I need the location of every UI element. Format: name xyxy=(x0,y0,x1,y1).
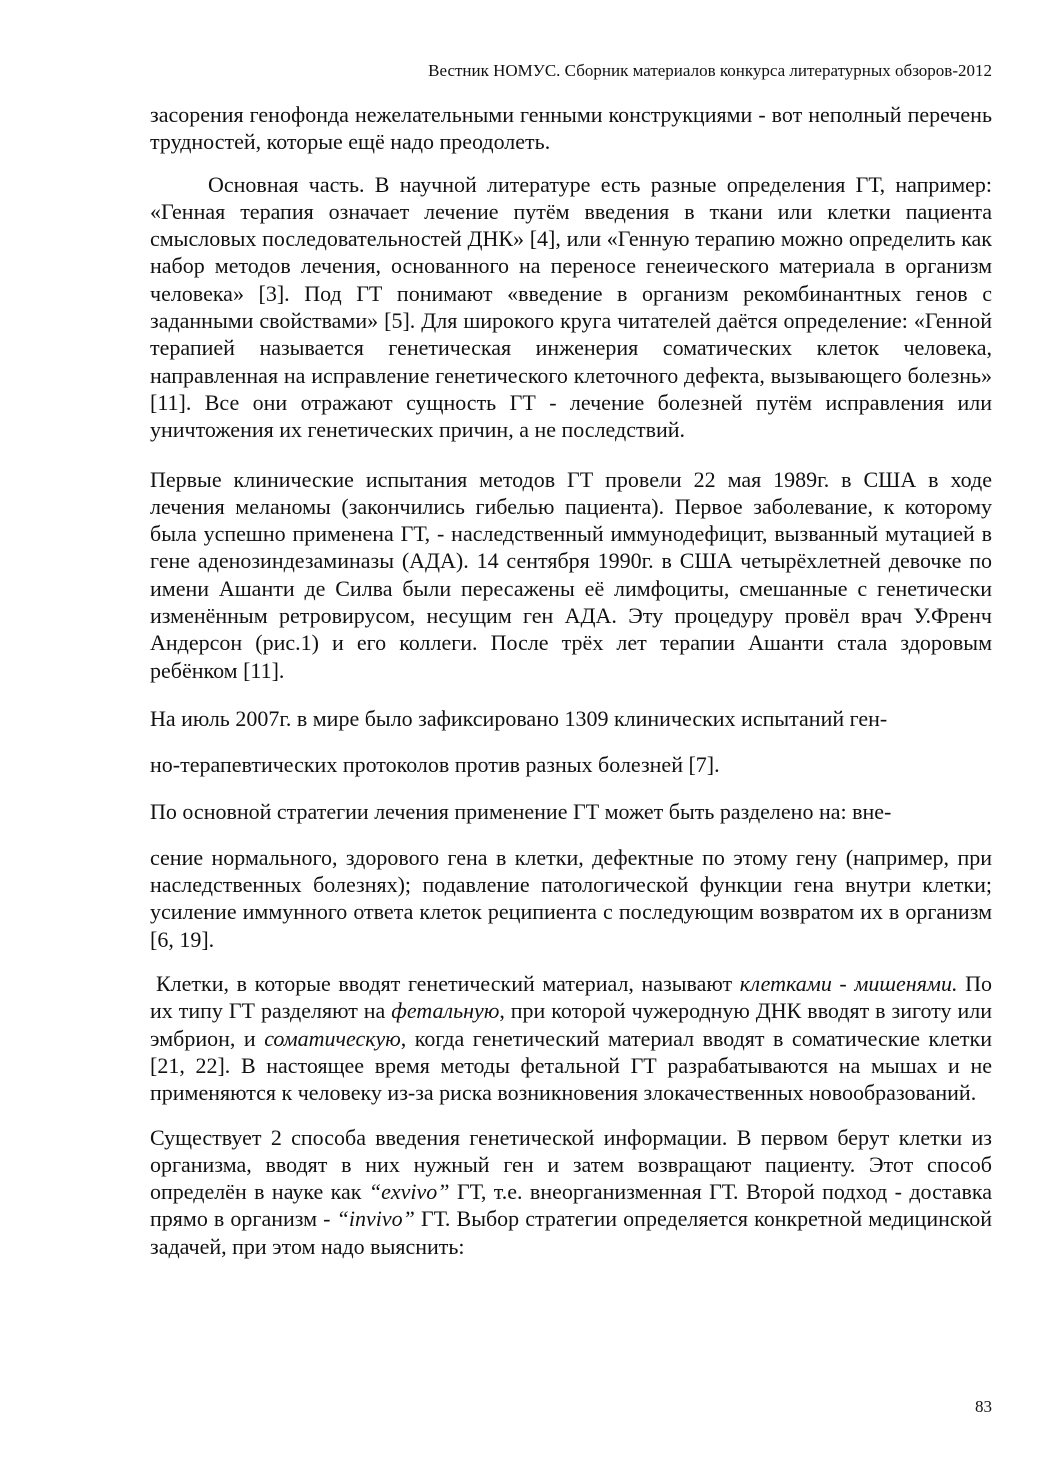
text-run: , когда генетический материал вводят в соматические клетки [21, 22]. В настоящее время методы фетальной ГТ разрабатываются на мышах и не применяются к человеку из-за риска возникновения злокачественных новообразований. xyxy=(150,1025,992,1106)
text-run: , при которой чужеродную ДНК вводят в зиготу или эмбрион, и xyxy=(150,998,992,1051)
text-run: но-терапевтических протоколов против разных болезней [7]. xyxy=(150,752,720,778)
page-number: 83 xyxy=(975,1397,992,1416)
italic-term: соматическую xyxy=(264,1025,401,1051)
italic-term: “invivo” xyxy=(336,1206,415,1232)
text-run: ГТ. Выбор стратегии определяется конкретной медицинской задачей, при этом надо выяснить: xyxy=(150,1206,992,1259)
italic-term: клетками - мишенями. xyxy=(739,971,958,997)
text-run: Клетки, в которые вводят генетический материал, называют xyxy=(156,971,740,997)
text-run: По их типу ГТ разделяют на xyxy=(150,971,992,1024)
italic-term: фетальную xyxy=(391,998,500,1024)
paragraph-trials-count-line2 xyxy=(150,751,992,778)
italic-term: “exvivo” xyxy=(368,1179,450,1205)
text-run: Первые клинические испытания методов ГТ провели 22 мая 1989г. в США в ходе лечения меланомы (закончились гибелью пациента). Первое заболевание, к которому была успешно применена ГТ, - наследственный иммунодефицит, вызванный мутацией в гене аденозиндезаминазы (АДА). 14 сентября 1990г. в США четырёхлетней девочке по имени Ашанти де Силва были пересажены её лимфоциты, смешанные с генетически изменённым ретровирусом, несущим ген АДА. Эту процедуру провёл врач У.Френч Андерсон (рис.1) и его коллеги. После трёх лет терапии Ашанти стала здоровым ребёнком [11]. xyxy=(150,466,992,683)
paragraph-strategy-continuation xyxy=(150,844,992,953)
text-run: засорения генофонда нежелательными генными конструкциями - вот неполный перечень трудностей, которые ещё надо преодолеть. xyxy=(150,102,992,155)
paragraph-target-cells xyxy=(150,970,992,1106)
body-text xyxy=(150,101,992,1278)
paragraph-continuation xyxy=(150,101,992,156)
paragraph-strategy-line1 xyxy=(150,798,992,825)
paragraph-delivery-methods xyxy=(150,1124,992,1260)
text-run: сение нормального, здорового гена в клетки, дефектные по этому гену (например, при наследственных болезнях); подавление патологической функции гена внутри клетки; усиление иммунного ответа клеток реципиента с последующим возвратом их в организм [6, 19]. xyxy=(150,844,992,952)
running-header: Вестник НОМУС. Сборник материалов конкурса литературных обзоров-2012 xyxy=(428,61,992,80)
text-run: Основная часть. В научной литературе есть разные определения ГТ, например: «Генная терапия означает лечение путём введения в ткани или клетки пациента смысловых последовательностей ДНК» [4], или «Генную терапию можно определить как набор методов лечения, основанного на переносе генеического материала в организм человека» [3]. Под ГТ понимают «введение в организм рекомбинантных генов с заданными свойствами» [5]. Для широкого круга читателей даётся определение: «Генной терапией называется генетическая инженерия соматических клеток человека, направленная на исправление генетического клеточного дефекта, вызывающего болезнь» [11]. Все они отражают сущность ГТ - лечение болезней путём исправления или уничтожения их генетических причин, а не последствий. xyxy=(150,171,992,443)
text-run: ГТ, т.е. внеорганизменная ГТ. Второй подход - доставка прямо в организм - xyxy=(150,1179,992,1232)
text-run: По основной стратегии лечения применение ГТ может быть разделено на: вне- xyxy=(150,798,892,824)
text-run: Существует 2 способа введения генетической информации. В первом берут клетки из организма, вводят в них нужный ген и затем возвращают пациенту. Этот способ определён в науке как xyxy=(150,1124,992,1205)
paragraph-first-trials xyxy=(150,466,992,684)
text-run: На июль 2007г. в мире было зафиксировано 1309 клинических испытаний ген- xyxy=(150,705,888,731)
paragraph-main-part xyxy=(150,171,992,444)
paragraph-trials-count-line1 xyxy=(150,705,992,732)
